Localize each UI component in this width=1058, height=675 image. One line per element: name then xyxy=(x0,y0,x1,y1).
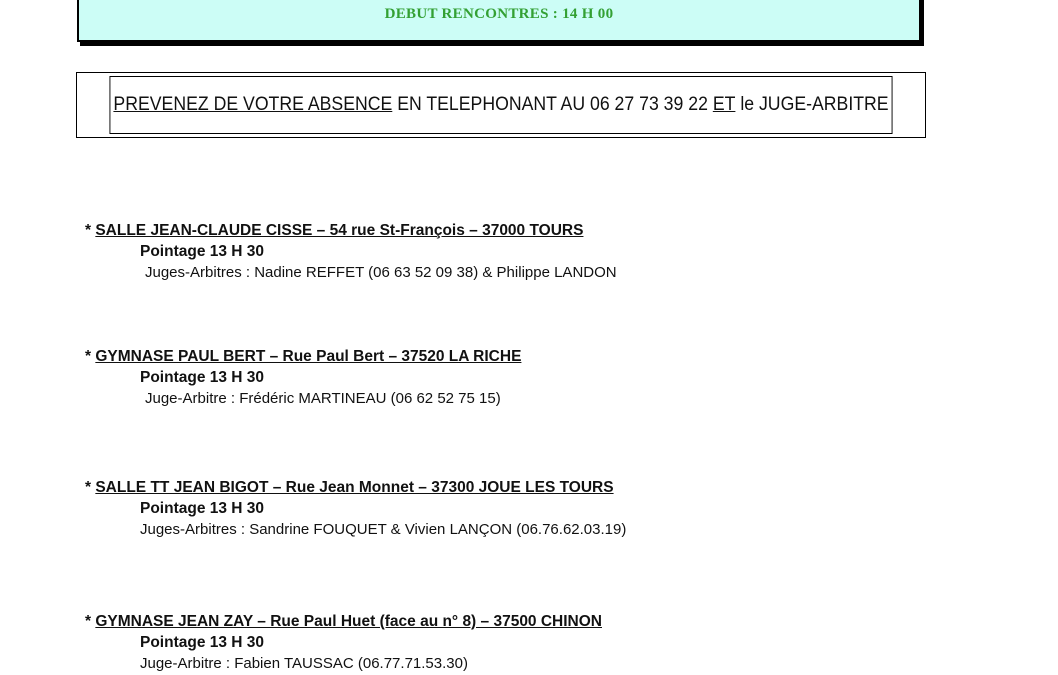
venue-block xyxy=(85,477,626,540)
absence-notice-part1: PREVENEZ DE VOTRE ABSENCE xyxy=(113,94,393,115)
venue-pointage: Pointage 13 H 30 xyxy=(140,500,265,517)
venue-bullet: * xyxy=(85,348,96,365)
absence-notice-part4: le JUGE-ARBITRE xyxy=(735,94,889,115)
venue-name: GYMNASE PAUL BERT – Rue Paul Bert – 37520 LA RICHE xyxy=(95,348,522,365)
venue-referees: Juges-Arbitres : Nadine REFFET (06 63 52 09 38) & Philippe LANDON xyxy=(145,264,617,281)
absence-notice-text xyxy=(109,76,892,134)
start-time-banner xyxy=(77,0,921,42)
venue-referees: Juge-Arbitre : Fabien TAUSSAC (06.77.71.53.30) xyxy=(140,655,468,672)
venue-referees: Juges-Arbitres : Sandrine FOUQUET & Vivien LANÇON (06.76.62.03.19) xyxy=(140,521,627,538)
venue-name: SALLE TT JEAN BIGOT – Rue Jean Monnet – 37300 JOUE LES TOURS xyxy=(95,479,614,496)
venue-name: GYMNASE JEAN ZAY – Rue Paul Huet (face au n° 8) – 37500 CHINON xyxy=(95,613,602,630)
venue-bullet: * xyxy=(85,479,96,496)
start-time-text: DEBUT RENCONTRES : 14 H 00 xyxy=(384,6,614,22)
venue-pointage: Pointage 13 H 30 xyxy=(140,243,265,260)
venue-block xyxy=(85,346,521,409)
venue-pointage: Pointage 13 H 30 xyxy=(140,634,265,651)
absence-notice-box xyxy=(76,72,926,138)
venue-block xyxy=(85,220,617,283)
absence-notice-part2: EN TELEPHONANT AU 06 27 73 39 22 xyxy=(392,94,713,115)
venue-block xyxy=(85,611,602,674)
venue-title xyxy=(85,220,617,241)
venue-title xyxy=(85,477,626,498)
absence-notice-part3: ET xyxy=(712,94,736,115)
venue-bullet: * xyxy=(85,613,96,630)
venue-title xyxy=(85,346,521,367)
venue-name: SALLE JEAN-CLAUDE CISSE – 54 rue St-François – 37000 TOURS xyxy=(95,222,584,239)
venue-title xyxy=(85,611,602,632)
venue-referees: Juge-Arbitre : Frédéric MARTINEAU (06 62 52 75 15) xyxy=(145,390,501,407)
venue-bullet: * xyxy=(85,222,96,239)
venue-pointage: Pointage 13 H 30 xyxy=(140,369,265,386)
